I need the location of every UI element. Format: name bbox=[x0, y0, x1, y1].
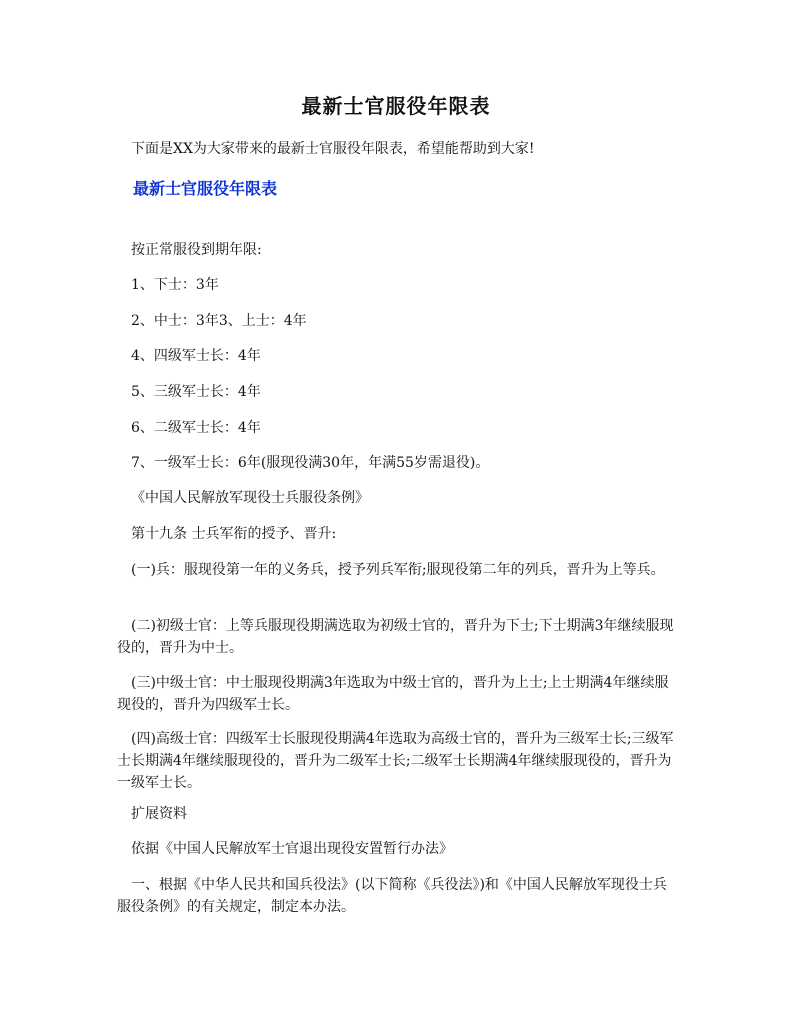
extension-label: 扩展资料 bbox=[131, 806, 187, 822]
document-title: 最新士官服役年限表 bbox=[301, 94, 491, 118]
list-item: 6、二级军士长：4年 bbox=[131, 420, 261, 436]
intro-text: 下面是XX为大家带来的最新士官服役年限表，希望能帮助到大家! bbox=[131, 141, 535, 157]
paragraph: (三)中级士官：中士服现役期满3年选取为中级士官的，晋升为上士;上士期满4年继续服现役的，晋升为四级军士长。 bbox=[117, 675, 669, 713]
paragraph: (一)兵：服现役第一年的义务兵，授予列兵军衔;服现役第二年的列兵，晋升为上等兵。 bbox=[131, 562, 665, 578]
list-item: 4、四级军士长：4年 bbox=[131, 348, 261, 364]
regulation-title: 《中国人民解放军现役士兵服役条例》 bbox=[131, 490, 369, 506]
section-heading-link[interactable]: 最新士官服役年限表 bbox=[133, 179, 278, 198]
paragraph: 一、根据《中华人民共和国兵役法》(以下简称《兵役法》)和《中国人民解放军现役士兵服役条例》的有关规定，制定本办法。 bbox=[117, 877, 667, 915]
basis-text: 依据《中国人民解放军士官退出现役安置暂行办法》 bbox=[131, 841, 453, 857]
paragraph: (二)初级士官：上等兵服现役期满选取为初级士官的，晋升为下士;下士期满3年继续服现役的，晋升为中士。 bbox=[117, 618, 674, 656]
list-item: 按正常服役到期年限: bbox=[131, 242, 262, 258]
list-item: 1、下士：3年 bbox=[131, 277, 219, 293]
list-item: 7、一级军士长：6年(服现役满30年，年满55岁需退役)。 bbox=[131, 455, 490, 471]
list-item: 2、中士：3年3、上士：4年 bbox=[131, 313, 307, 329]
list-item: 5、三级军士长：4年 bbox=[131, 384, 261, 400]
article-heading: 第十九条 士兵军衔的授予、晋升: bbox=[131, 526, 337, 542]
paragraph: (四)高级士官：四级军士长服现役期满4年选取为高级士官的，晋升为三级军士长;三级军士长期满4年继续服现役的，晋升为二级军士长;二级军士长期满4年继续服现役的，晋升为一级军士长。 bbox=[117, 731, 674, 791]
